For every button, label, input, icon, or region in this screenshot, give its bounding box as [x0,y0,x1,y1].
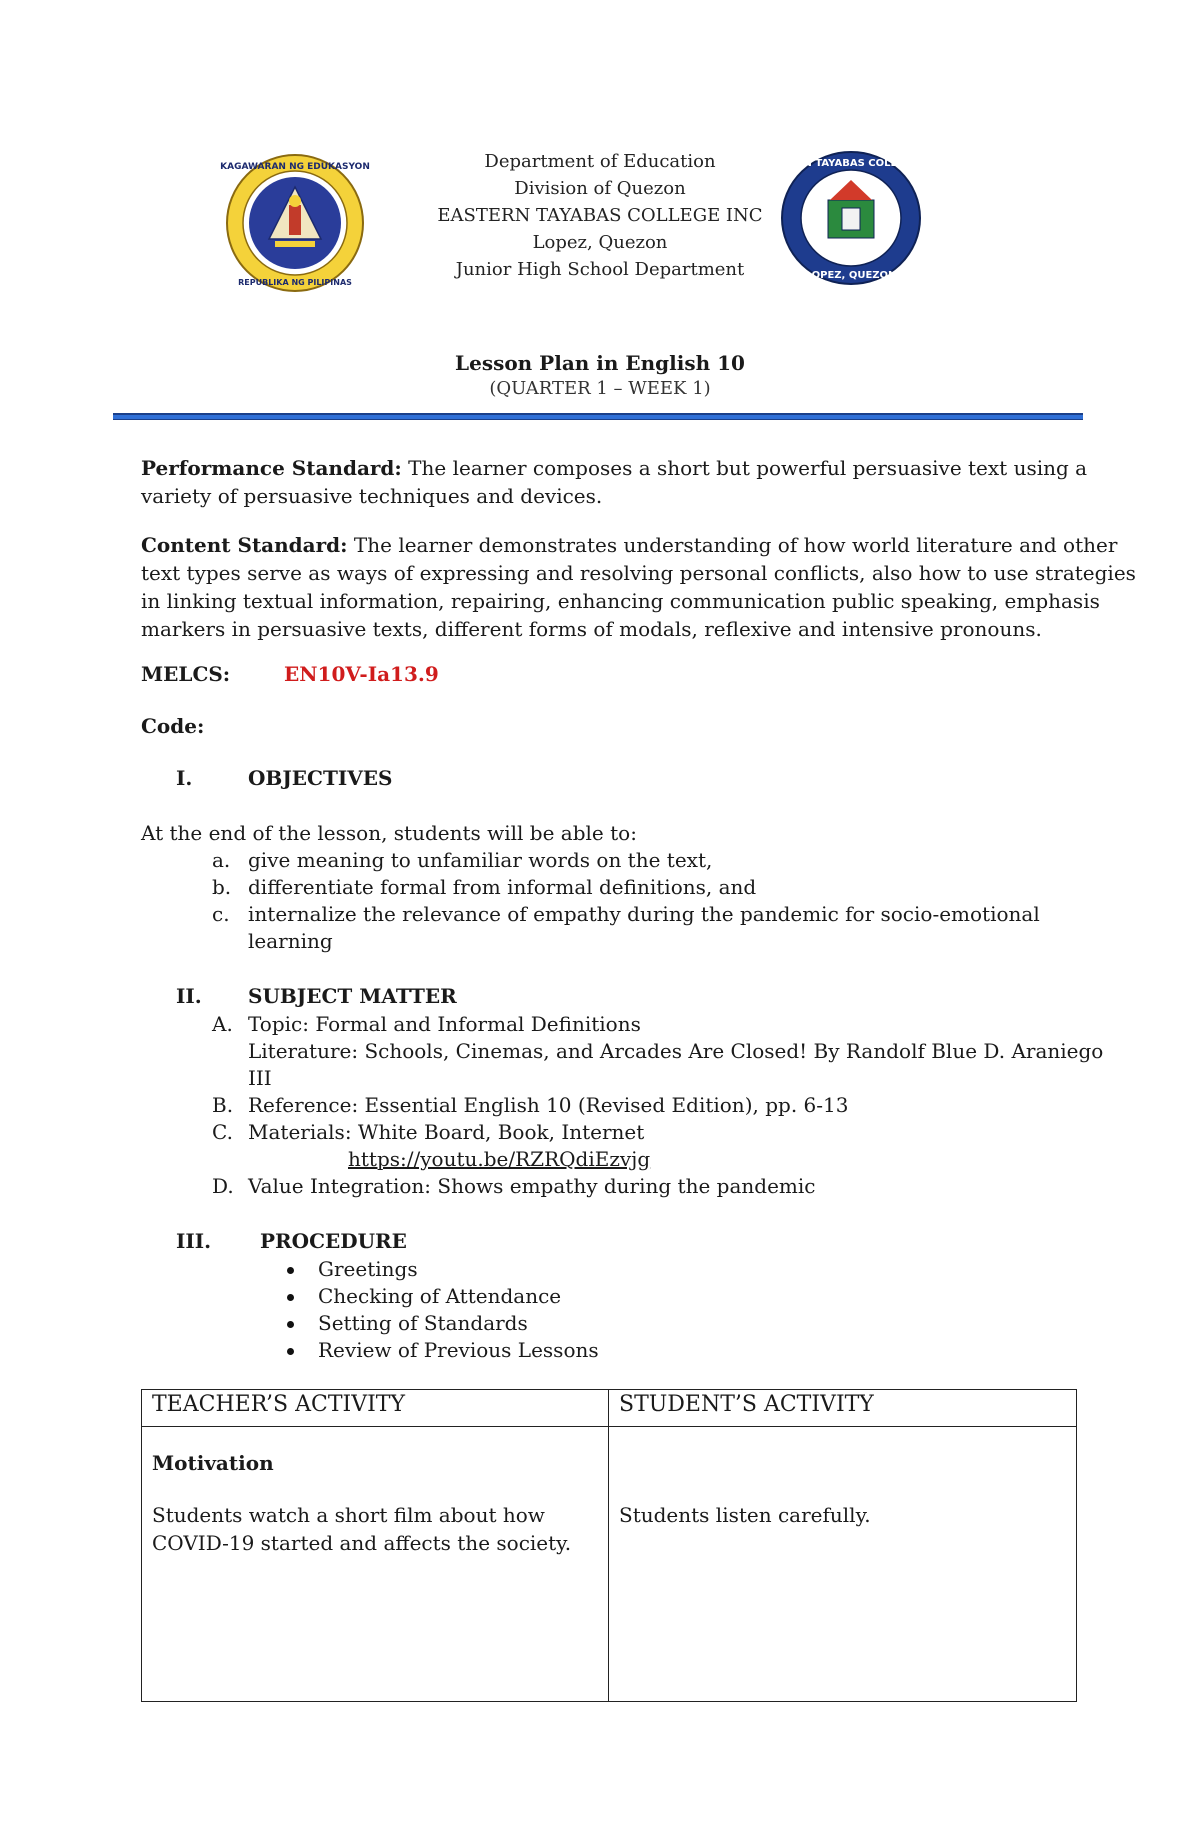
teacher-activity-text: Students watch a short film about how [152,1503,545,1527]
content-text-3: in linking textual information, repairing, enhancing communication public speaking, emphasis [141,589,1100,613]
procedure-title: PROCEDURE [260,1229,407,1253]
subject-a-letter: A. [212,1012,233,1036]
performance-label: Performance Standard: [141,456,402,480]
objective-b-letter: b. [212,875,232,899]
procedure-item-attendance: Checking of Attendance [318,1284,562,1308]
header-division: Division of Quezon [514,178,686,199]
objective-c-text: internalize the relevance of empathy during the pandemic for socio-emotional [248,902,1040,926]
teacher-activity-header: TEACHER’S ACTIVITY [142,1390,609,1427]
bullet-icon [287,1294,294,1301]
objective-a-letter: a. [212,848,231,872]
subject-topic: Topic: Formal and Informal Definitions [248,1012,641,1036]
student-activity-cell [609,1427,1077,1702]
procedure-item-review: Review of Previous Lessons [318,1338,599,1362]
lesson-title: Lesson Plan in English 10 [455,351,745,375]
materials-link-wrap [348,1146,650,1173]
student-activity-header: STUDENT’S ACTIVITY [609,1390,1077,1427]
header-location: Lopez, Quezon [532,232,668,253]
teacher-activity-cell [142,1427,609,1702]
bullet-icon [287,1267,294,1274]
svg-text:EASTERN TAYABAS COLLEGE INC: EASTERN TAYABAS COLLEGE INC [760,158,942,169]
activity-table [141,1389,1077,1702]
youtube-link[interactable]: https://youtu.be/RZRQdiEzvjg [348,1147,651,1171]
procedure-item-standards: Setting of Standards [318,1311,528,1335]
school-header [0,148,1200,283]
header-department: Department of Education [484,151,716,172]
subject-b-letter: B. [212,1093,234,1117]
melcs-code: EN10V-Ia13.9 [284,662,439,686]
procedure-number: III. [176,1229,212,1253]
svg-text:REPUBLIKA NG PILIPINAS: REPUBLIKA NG PILIPINAS [238,278,352,287]
title-divider [113,413,1083,420]
melcs-label: MELCS: [141,662,231,686]
teacher-activity-text-2: COVID-19 started and affects the society. [152,1531,572,1555]
subject-literature: Literature: Schools, Cinemas, and Arcades Are Closed! By Randolf Blue D. Araniego [248,1039,1104,1063]
content-standard [141,531,1136,643]
content-text-4: markers in persuasive texts, different forms of modals, reflexive and intensive pronouns. [141,617,1042,641]
header-junior-high: Junior High School Department [455,259,745,280]
subject-reference: Reference: Essential English 10 (Revised Edition), pp. 6-13 [248,1093,849,1117]
objective-c-letter: c. [212,902,230,926]
subject-c-letter: C. [212,1120,233,1144]
content-text-2: text types serve as ways of expressing and resolving personal conflicts, also how to use strategies [141,561,1136,585]
performance-text: The learner composes a short but powerful persuasive text using a [401,456,1088,480]
objectives-intro: At the end of the lesson, students will be able to: [141,821,637,845]
lesson-quarter: (QUARTER 1 – WEEK 1) [489,378,711,399]
header-school-name: EASTERN TAYABAS COLLEGE INC [437,205,763,226]
content-text: The learner demonstrates understanding of how world literature and other [347,533,1118,557]
objective-b-text: differentiate formal from informal definitions, and [248,875,757,899]
objectives-number: I. [176,766,193,790]
subject-matter-title: SUBJECT MATTER [248,984,457,1008]
objective-a-text: give meaning to unfamiliar words on the text, [248,848,713,872]
lesson-title-block [0,350,1200,402]
subject-literature-2: III [248,1066,272,1090]
content-label: Content Standard: [141,533,348,557]
svg-text:KAGAWARAN NG EDUKASYON: KAGAWARAN NG EDUKASYON [220,162,370,172]
objective-c-text-2: learning [248,929,333,953]
student-activity-text: Students listen carefully. [619,1503,871,1527]
code-label: Code: [141,714,205,738]
procedure-item-greetings: Greetings [318,1257,418,1281]
objectives-title: OBJECTIVES [248,766,393,790]
svg-text:LOPEZ, QUEZON: LOPEZ, QUEZON [805,270,897,281]
bullet-icon [287,1348,294,1355]
subject-materials: Materials: White Board, Book, Internet [248,1120,645,1144]
bullet-icon [287,1321,294,1328]
performance-text-2: variety of persuasive techniques and devices. [141,484,603,508]
performance-standard [141,454,1088,510]
subject-matter-number: II. [176,984,202,1008]
motivation-label: Motivation [152,1451,274,1475]
subject-value-integration: Value Integration: Shows empathy during the pandemic [248,1174,816,1198]
subject-d-letter: D. [212,1174,234,1198]
